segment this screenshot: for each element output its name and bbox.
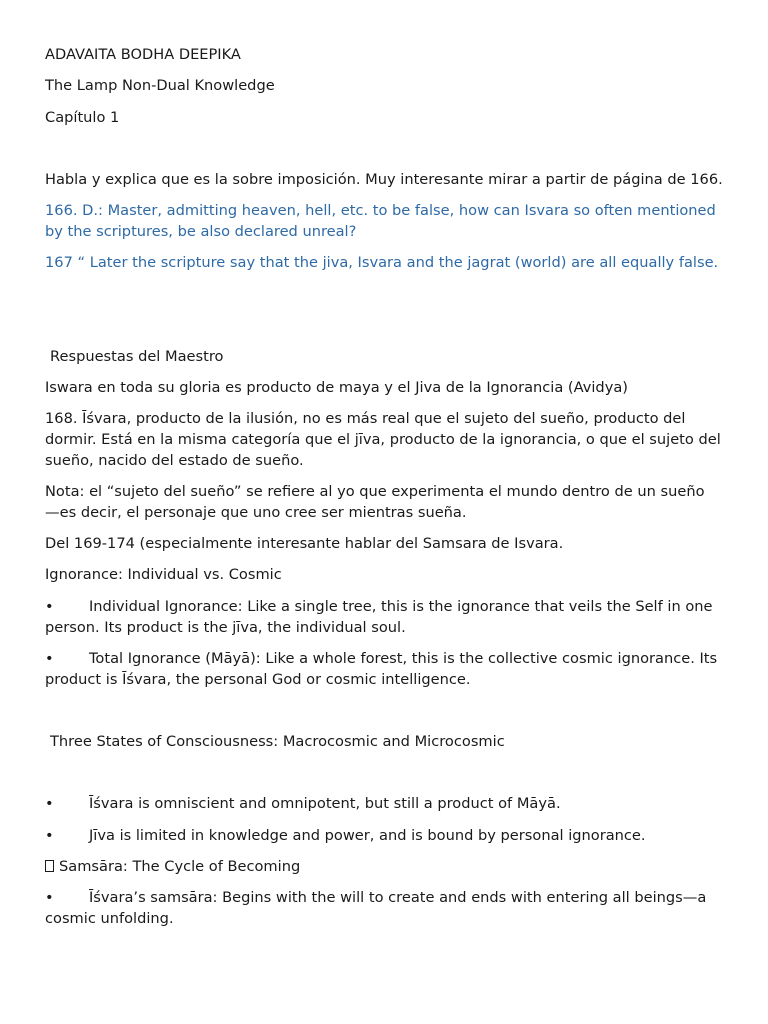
list-item-isvara	[45, 794, 723, 815]
iswara-line: Iswara en toda su gloria es producto de maya y el Jiva de la Ignorancia (Avidya)	[45, 378, 628, 396]
bullet-icon: •	[45, 649, 54, 667]
list-item-samsara	[45, 888, 723, 930]
list-item-individual-ignorance	[45, 597, 723, 639]
missing-glyph-icon	[45, 860, 54, 872]
bullet-icon: •	[45, 889, 54, 907]
note-paragraph: Nota: el “sujeto del sueño” se refiere al yo que experimenta el mundo dentro de un sueño —es decir, el personaje que uno cree ser mientras sueña.	[45, 483, 705, 521]
doc-title: ADAVAITA BODHA DEEPIKA	[45, 46, 241, 63]
bullet-icon: •	[45, 826, 54, 844]
list-item-text: Īśvara is omniscient and omnipotent, but still a product of Māyā.	[89, 795, 561, 813]
ignorance-heading: Ignorance: Individual vs. Cosmic	[45, 566, 282, 584]
bullet-icon: •	[45, 795, 54, 813]
doc-subtitle: The Lamp Non-Dual Knowledge	[45, 77, 275, 95]
list-item-text: Īśvara’s samsāra: Begins with the will to create and ends with entering all beings—a cosmic unfolding.	[45, 889, 707, 927]
intro-paragraph: Habla y explica que es la sobre imposición. Muy interesante mirar a partir de página de 166.	[45, 170, 723, 188]
list-item-text: Total Ignorance (Māyā): Like a whole forest, this is the collective cosmic ignorance. Its product is Īśvara, the personal God or cosmic intelligence.	[45, 649, 718, 688]
list-item-jiva	[45, 826, 723, 847]
samsara-heading	[45, 857, 723, 878]
del-169-line: Del 169-174 (especialmente interesante hablar del Samsara de Isvara.	[45, 535, 564, 553]
states-heading: Three States of Consciousness: Macrocosmic and Microcosmic	[50, 732, 505, 750]
list-item-text: Jīva is limited in knowledge and power, and is bound by personal ignorance.	[89, 826, 646, 844]
paragraph-168: 168. Īśvara, producto de la ilusión, no es más real que el sujeto del sueño, producto del dormir. Está en la misma categoría que el jīva, producto de la ignorancia, o que el sujeto del sueño, nacido del estado de sueño.	[45, 410, 721, 469]
chapter-heading: Capítulo 1	[45, 108, 120, 126]
list-item-text: Individual Ignorance: Like a single tree, this is the ignorance that veils the Self in one person. Its product is the jīva, the individual soul.	[45, 597, 713, 636]
question-166: 166. D.: Master, admitting heaven, hell, etc. to be false, how can Isvara so often mentioned by the scriptures, be also declared unreal?	[45, 202, 716, 240]
list-item-total-ignorance	[45, 649, 723, 691]
bullet-icon: •	[45, 597, 54, 615]
question-167: 167 “ Later the scripture say that the jiva, Isvara and the jagrat (world) are all equally false.	[45, 254, 719, 272]
answers-heading: Respuestas del Maestro	[50, 347, 224, 365]
samsara-heading-text: Samsāra: The Cycle of Becoming	[59, 857, 301, 875]
